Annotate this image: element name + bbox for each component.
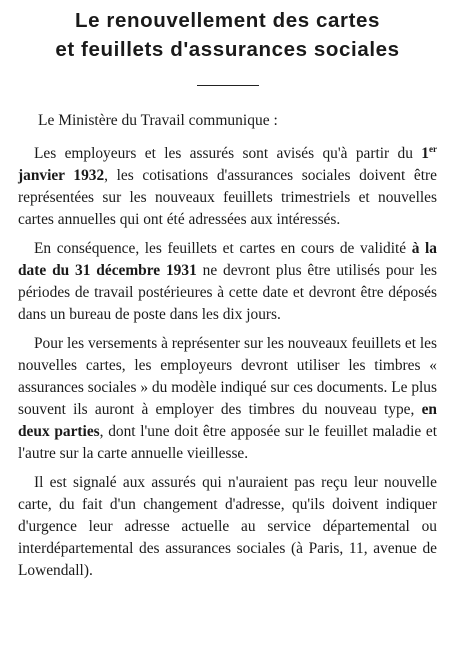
article-title <box>18 6 437 64</box>
p3-bold-phrase: en deux parties <box>18 401 437 440</box>
p1-date-number: 1 <box>421 145 429 162</box>
p3-text-after: , dont l'une doit être apposée sur le feuillet maladie et l'autre sur la carte annuelle vieillesse. <box>18 423 437 462</box>
p3-text-before: Pour les versements à représenter sur les nouveaux feuillets et les nouvelles cartes, les employeurs devront utiliser les timbres « assurances sociales » du modèle indiqué sur ces documents. Le plus souvent ils auront à employer des timbres du nouveau type, <box>18 335 437 418</box>
p1-text-after: , les cotisations d'assurances sociales doivent être représentées sur les nouveaux feuillets trimestriels et nouvelles cartes annuelles qui ont été adressées aux intéressés. <box>18 167 437 228</box>
p2-bold-date: à la date du 31 décembre 1931 <box>18 240 437 279</box>
paragraph-4 <box>18 472 437 582</box>
p4-text: Il est signalé aux assurés qui n'auraient pas reçu leur nouvelle carte, du fait d'un changement d'adresse, qu'ils doivent indiquer d'urgence leur adresse actuelle au service départemental ou interdépartemental des assurances sociales (à Paris, 11, avenue de Lowendall). <box>18 474 437 579</box>
paragraph-2 <box>18 238 437 326</box>
title-divider <box>197 85 259 86</box>
paragraph-3 <box>18 333 437 465</box>
p2-text-before: En conséquence, les feuillets et cartes en cours de validité <box>34 240 412 257</box>
p1-date-superscript: er <box>429 144 437 154</box>
p2-text-after: ne devront plus être utilisés pour les périodes de travail postérieures à cette date et devront être déposés dans un bureau de poste dans les dix jours. <box>18 262 437 323</box>
p1-text-before: Les employeurs et les assurés sont avisés qu'à partir du <box>34 145 422 162</box>
intro-line: Le Ministère du Travail communique : <box>38 112 278 129</box>
title-line-2: et feuillets d'assurances sociales <box>55 38 400 61</box>
title-line-1: Le renouvellement des cartes <box>74 9 381 32</box>
paragraph-1 <box>18 138 437 231</box>
p1-date-rest: janvier 1932 <box>18 167 105 184</box>
